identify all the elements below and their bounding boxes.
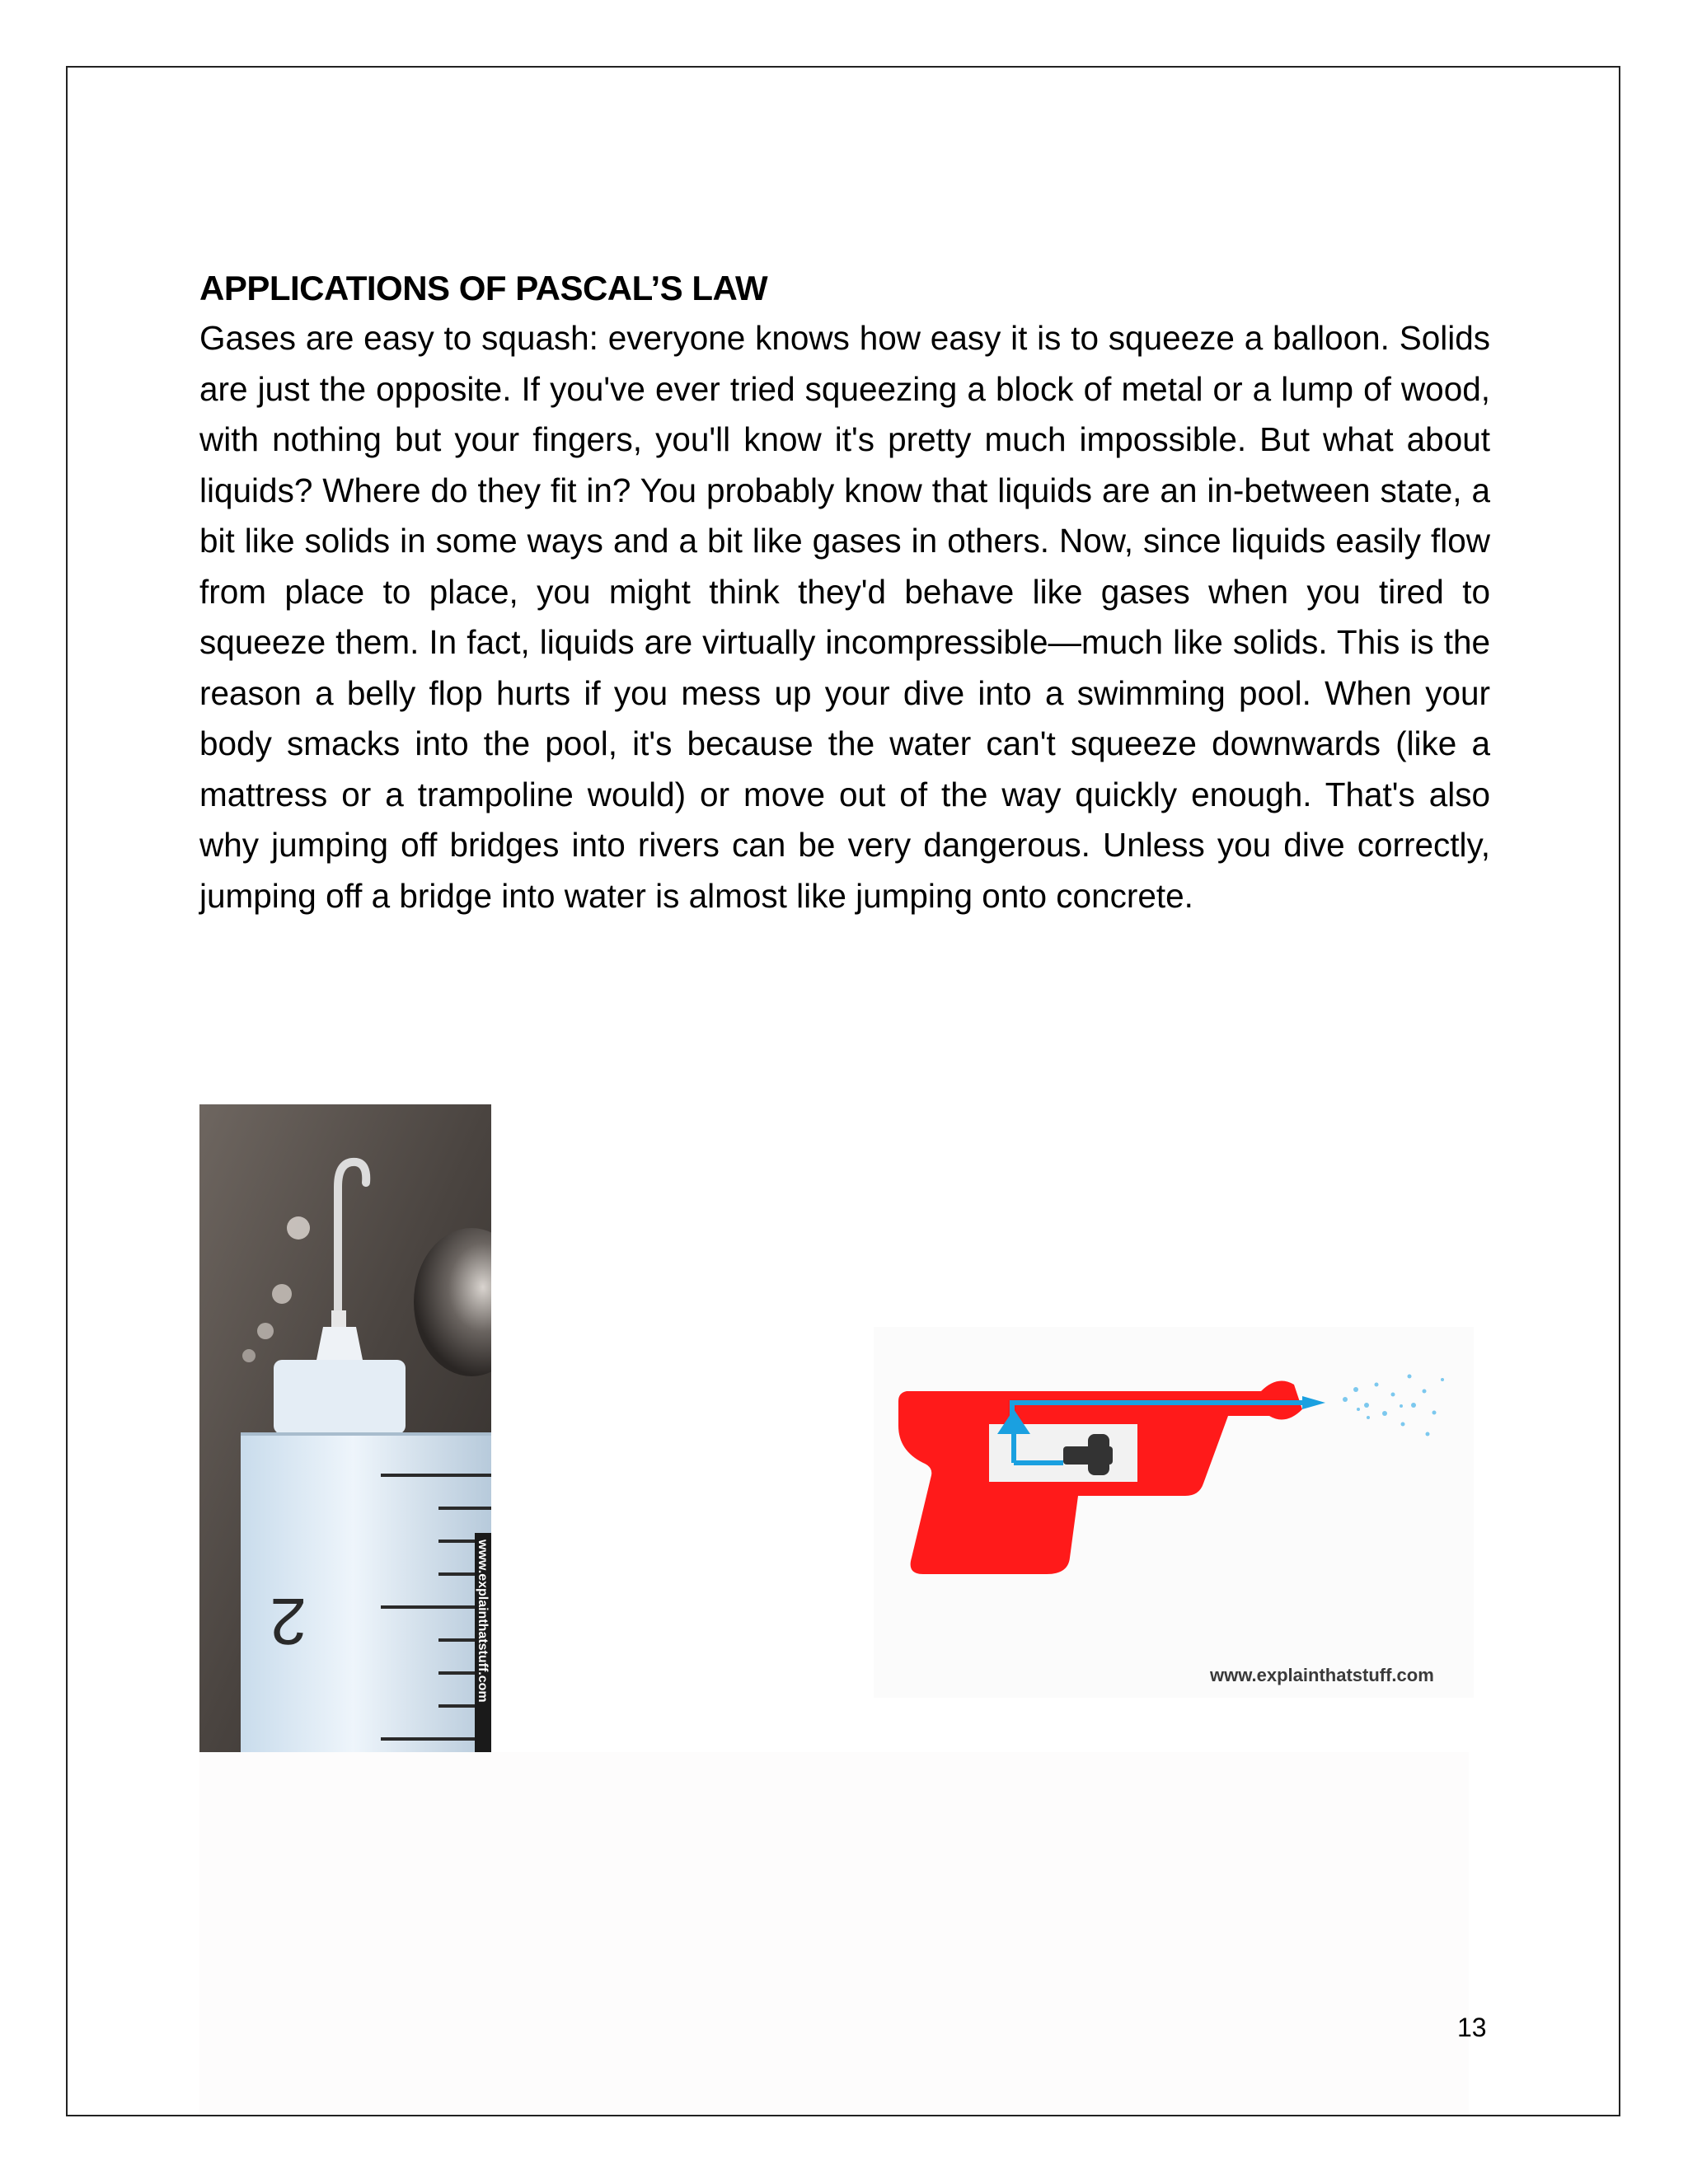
syringe-photo (199, 1104, 491, 1752)
syringe-photo-drawing (199, 1104, 491, 1752)
section-heading: APPLICATIONS OF PASCAL’S LAW (199, 269, 768, 307)
body-paragraph: Gases are easy to squash: everyone knows how easy it is to squeeze a balloon. Solids are just the opposite. If you've ever tried squeezing a block of metal or a lump of wood, with nothing but your fingers, you'll know it's pretty much impossible. But what about liquids? Where do they fit in? You probably know that liquids are an in-between state, a bit like solids in some ways and a bit like gases in others. Now, since liquids easily flow from place to place, you might think they'd behave like gases when you tired to squeeze them. In fact, liquids are virtually incompressible—much like solids. This is the reason a belly flop hurts if you mess up your dive into a swimming pool. When your body smacks into the pool, it's because the water can't squeeze downwards (like a mattress or a trampoline would) or move out of the way quickly enough. That's also why jumping off bridges into rivers can be very dangerous. Unless you dive correctly, jumping off a bridge into water is almost like jumping onto concrete. (199, 319, 1490, 915)
image-credit: www.explainthatstuff.com (1210, 1665, 1434, 1685)
water-gun-drawing (874, 1327, 1474, 1698)
page-number: 13 (1457, 2013, 1487, 2042)
syringe-scale-numeral: 2 (270, 1585, 307, 1658)
water-gun-diagram (874, 1327, 1474, 1698)
image-background-area (199, 1752, 1469, 2115)
syringe-watermark: www.explainthatstuff.com (476, 1540, 490, 1703)
